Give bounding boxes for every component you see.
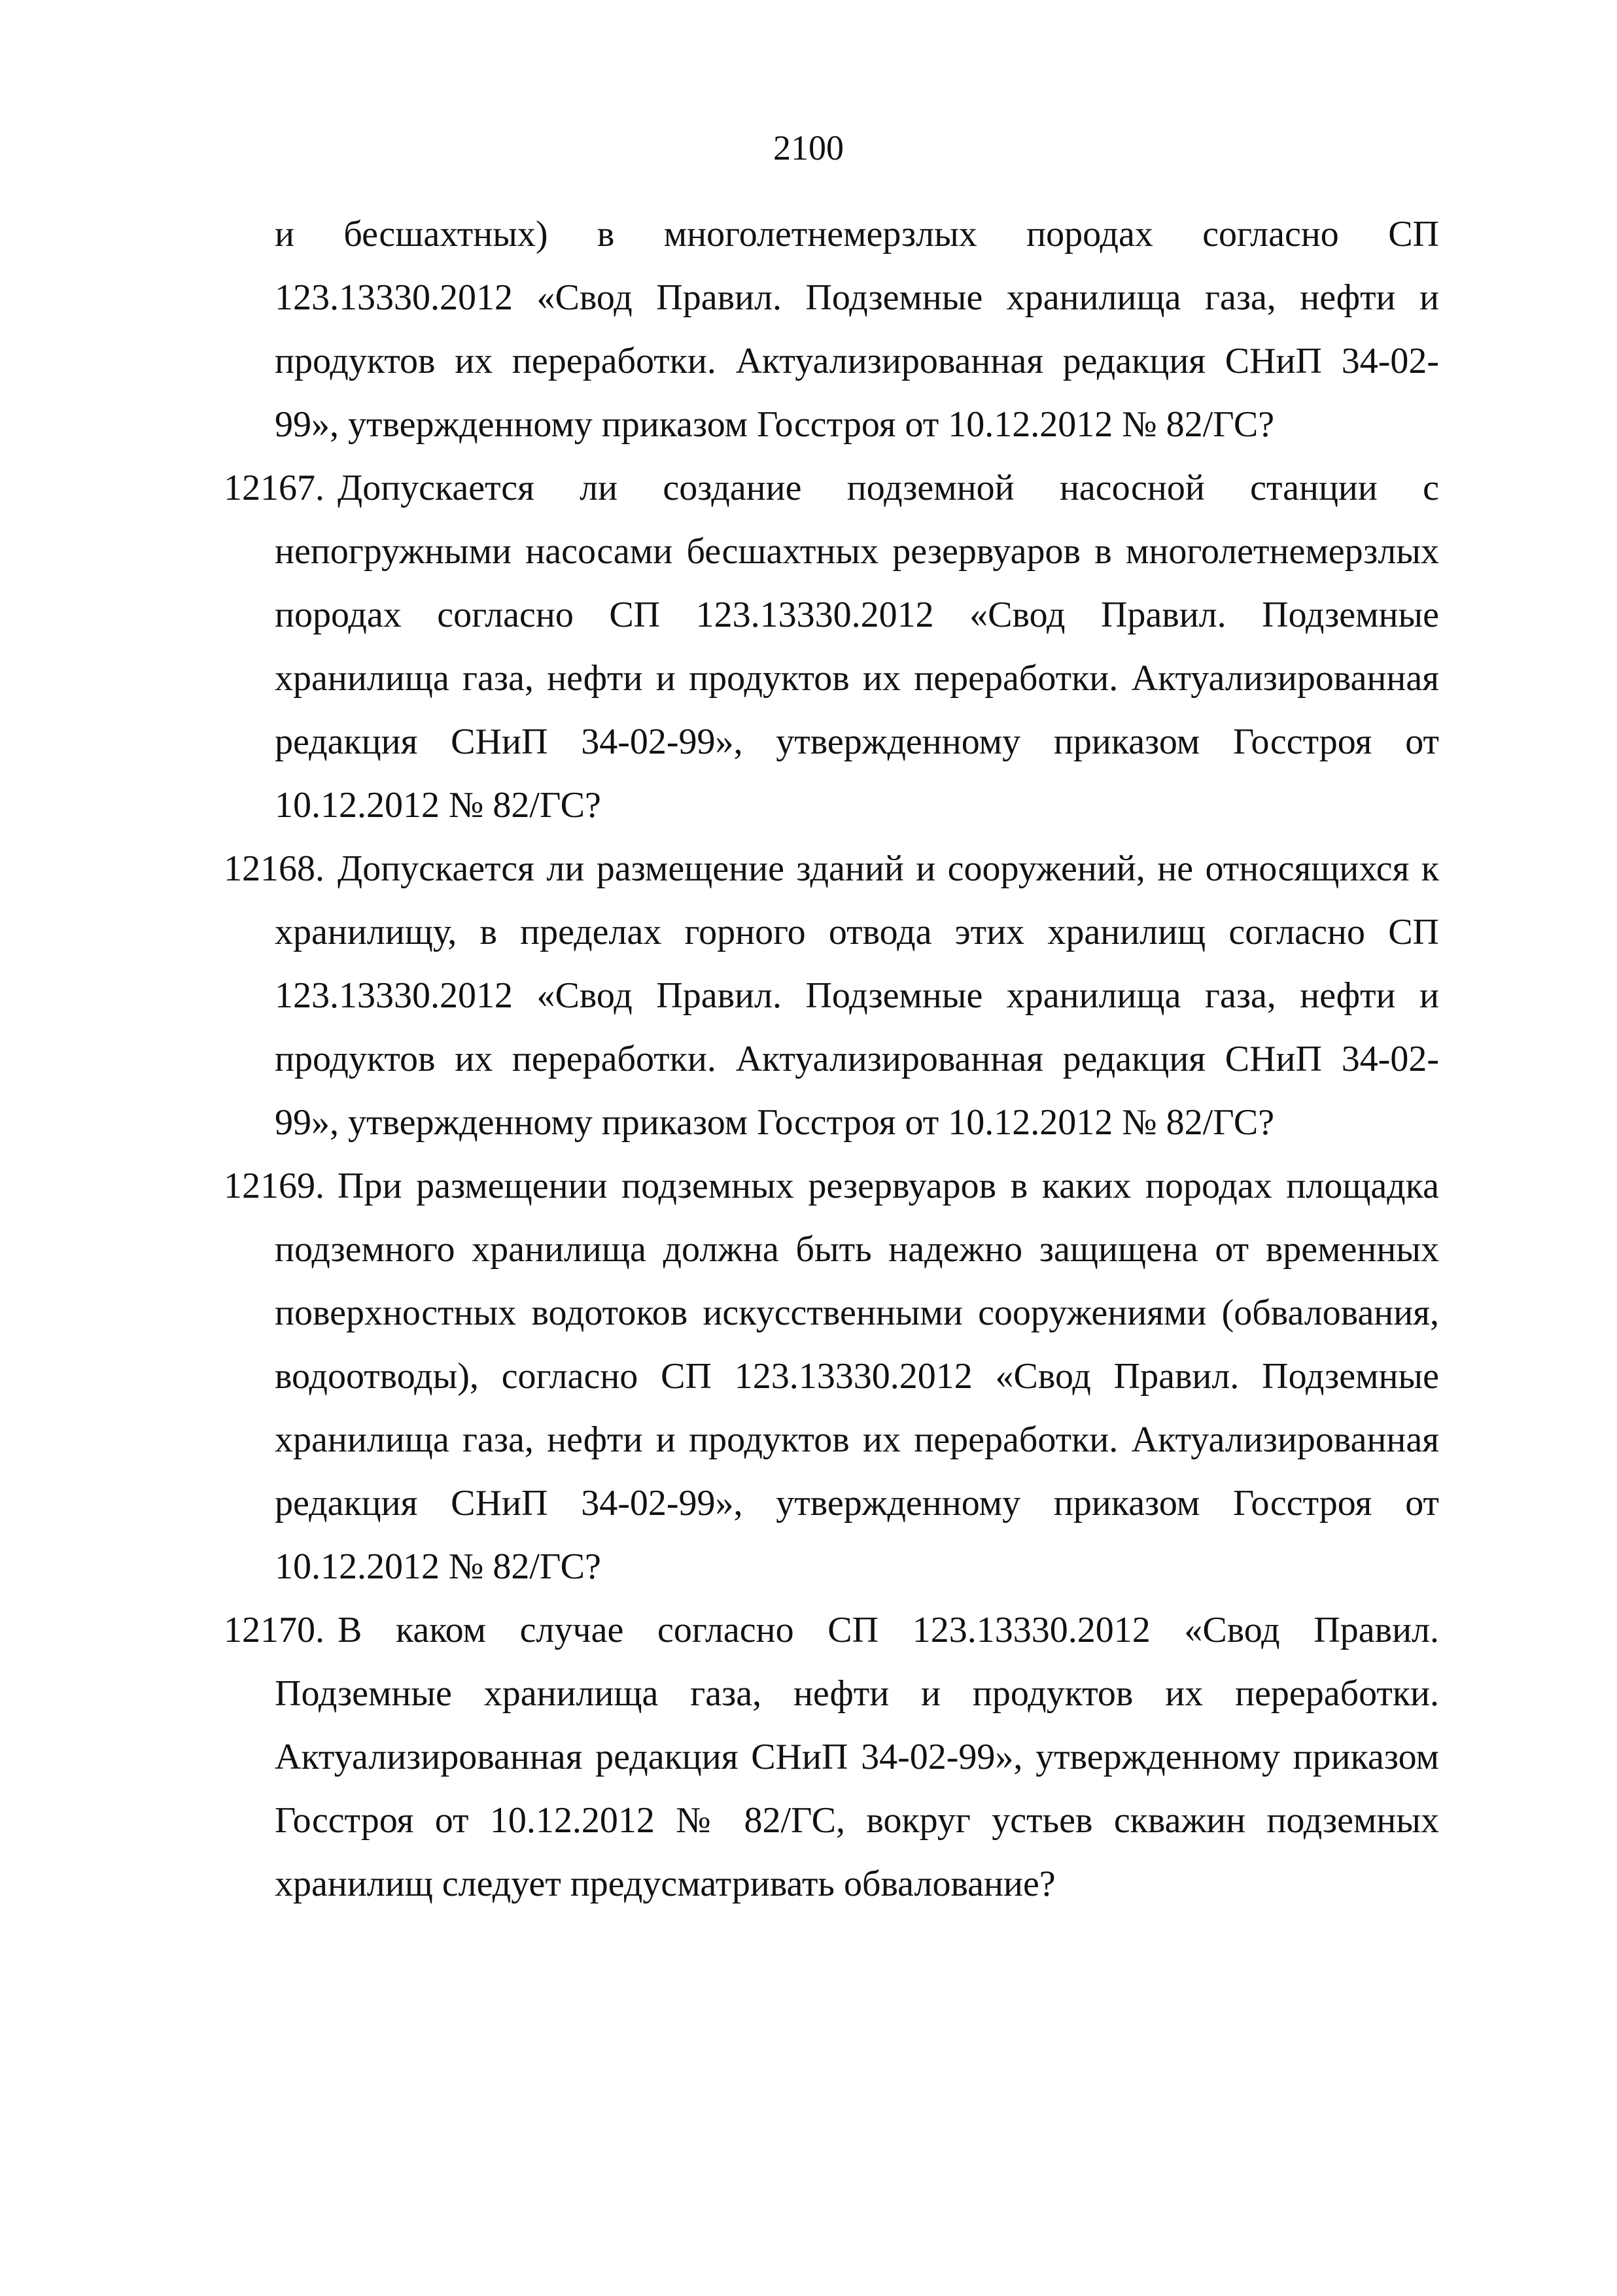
question-number: 12169. — [224, 1166, 324, 1206]
question-12167 — [224, 457, 1439, 837]
question-text: Допускается ли создание подземной насосной станции с непогружными насосами бесшахтных резервуаров в многолетнемерзлых породах согласно СП 123.13330.2012 «Свод Правил. Подземные хранилища газа, нефти и продуктов их переработки. Актуализированная редакция СНиП 34-02-99», утвержденному приказом Госстроя от 10.12.2012 № 82/ГС? — [275, 468, 1439, 826]
question-text: При размещении подземных резервуаров в каких породах площадка подземного хранилища должна быть надежно защищена от временных поверхностных водотоков искусственными сооружениями (обвалования, водоотводы), согласно СП 123.13330.2012 «Свод Правил. Подземные хранилища газа, нефти и продуктов их переработки. Актуализированная редакция СНиП 34-02-99», утвержденному приказом Госстроя от 10.12.2012 № 82/ГС? — [275, 1166, 1439, 1587]
question-12170 — [224, 1599, 1439, 1916]
question-number: 12167. — [224, 468, 324, 508]
question-text: Допускается ли размещение зданий и сооружений, не относящихся к хранилищу, в пределах горного отвода этих хранилищ согласно СП 123.13330.2012 «Свод Правил. Подземные хранилища газа, нефти и продуктов их переработки. Актуализированная редакция СНиП 34-02-99», утвержденному приказом Госстроя от 10.12.2012 № 82/ГС? — [275, 848, 1439, 1143]
continuation-paragraph: и бесшахтных) в многолетнемерзлых породах согласно СП 123.13330.2012 «Свод Правил. Подземные хранилища газа, нефти и продуктов их переработки. Актуализированная редакция СНиП 34-02-99», утвержденному приказом Госстроя от 10.12.2012 № 82/ГС? — [275, 214, 1439, 445]
question-number: 12168. — [224, 848, 324, 889]
document-body — [224, 203, 1439, 1916]
question-text: В каком случае согласно СП 123.13330.2012 «Свод Правил. Подземные хранилища газа, нефти и продуктов их переработки. Актуализированная редакция СНиП 34-02-99», утвержденному приказом Госстроя от 10.12.2012 № 82/ГС, вокруг устьев скважин подземных хранилищ следует предусматривать обвалование? — [275, 1610, 1439, 1904]
question-12168 — [224, 837, 1439, 1155]
page-number: 2100 — [773, 128, 844, 167]
question-number: 12170. — [224, 1610, 324, 1650]
question-12169 — [224, 1155, 1439, 1599]
